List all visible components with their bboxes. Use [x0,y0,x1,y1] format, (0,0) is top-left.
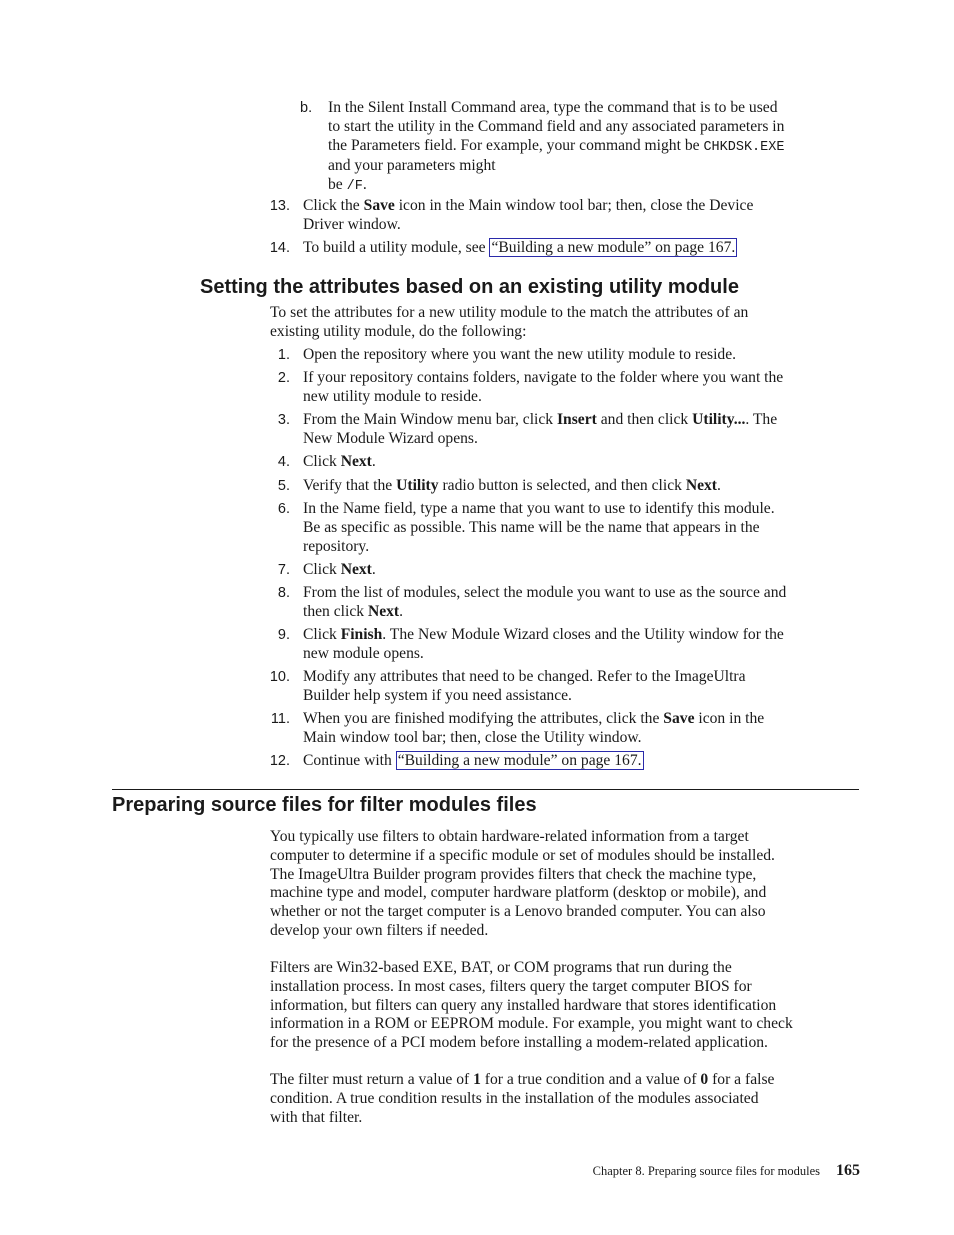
step-text: Open the repository where you want the new utility module to reside. [303,346,737,363]
heading-filters-text: Preparing source files for filter modules files [112,794,537,816]
paragraph-line: machine type and model, computer hardware platform (desktop or mobile), and [270,884,767,902]
section-divider [112,789,859,790]
step-13-line1: Click the Save icon in the Main window tool bar; then, close the Device [303,197,754,214]
paragraph-line: installation process. In most cases, filters query the target computer BIOS for [270,977,752,995]
heading-attributes-text: Setting the attributes based on an existing utility module [200,276,739,298]
step-text: Builder help system if you need assistance. [303,686,572,704]
paragraph-line: The ImageUltra Builder program provides filters that check the machine type, [270,865,757,883]
step-text: From the list of modules, select the module you want to use as the source and [303,584,787,601]
step-number: 5. [277,478,290,494]
page-footer [480,1162,860,1180]
step-number: 6. [277,501,290,517]
step-text: New Module Wizard opens. [303,429,478,447]
step-text: new module opens. [303,644,424,662]
step-13-line2: Driver window. [303,215,401,233]
footer-chapter: Chapter 8. Preparing source files for modules [592,1164,820,1178]
step-number: 9. [277,627,290,643]
step-b-line2: to start the utility in the Command field and any associated parameters in [328,117,785,135]
paragraph-line: for the presence of a PCI modem before installing a modem-related application. [270,1034,768,1052]
paragraph-line: computer to determine if a specific module or set of modules should be installed. [270,846,775,864]
step-number: 10. [269,669,290,685]
paragraph-line: Filters are Win32-based EXE, BAT, or COM programs that run during the [270,959,732,976]
section1-intro [270,304,860,342]
step-b-line3: the Parameters field. For example, your command might be CHKDSK.EXE [328,136,785,155]
step-number: 2. [277,370,290,386]
code-param: /F [346,179,363,195]
building-new-module-link[interactable]: “Building a new module” on page 167. [491,239,736,256]
step-text: then click Next. [303,602,404,620]
step-text: Be as specific as possible. This name will be the name that appears in the [303,518,760,536]
step-number: 12. [269,753,290,769]
step-text: When you are finished modifying the attributes, click the Save icon in the [303,710,765,727]
step-text: If your repository contains folders, navigate to the folder where you want the [303,369,784,386]
filters-paragraph-3 [270,1071,860,1127]
page-number: 165 [836,1162,860,1179]
step-b-line4: and your parameters might [328,157,496,175]
section-heading-filters [112,793,537,817]
building-new-module-link-2[interactable]: “Building a new module” on page 167. [397,752,642,769]
step-text: Click Finish. The New Module Wizard closes and the Utility window for the [303,626,784,643]
step-number: 1. [277,347,290,363]
paragraph-line: condition. A true condition results in the installation of the modules associated [270,1089,759,1107]
step-text: repository. [303,537,370,555]
step-13-number: 13. [269,198,290,214]
step-text: In the Name field, type a name that you want to use to identify this module. [303,500,775,517]
step-text: Main window tool bar; then, close the Utility window. [303,728,642,746]
paragraph-line: information, but filters can query any installed hardware that stores identification [270,996,777,1014]
paragraph-line: The filter must return a value of 1 for a true condition and a value of 0 for a false [270,1071,775,1088]
step-14-number: 14. [269,240,290,256]
filters-paragraph-2 [270,959,860,1053]
step-text: new utility module to reside. [303,387,482,405]
section-heading-attributes [200,275,739,299]
paragraph-line: information in a ROM or EEPROM module. For example, you might want to check [270,1015,793,1033]
step-text: From the Main Window menu bar, click Insert and then click Utility.... The [303,411,778,428]
step-b-label: b. [300,100,313,116]
step-number: 4. [277,454,290,470]
intro-line1: To set the attributes for a new utility module to the match the attributes of an [270,304,749,321]
code-chkdsk: CHKDSK.EXE [703,139,785,155]
paragraph-line: whether or not the target computer is a Lenovo branded computer. You can also [270,903,766,921]
paragraph-line: develop your own filters if needed. [270,921,489,939]
paragraph-line: with that filter. [270,1108,363,1126]
step-number: 11. [270,711,290,727]
step-number: 7. [277,562,290,578]
step-text: Modify any attributes that need to be changed. Refer to the ImageUltra [303,668,746,685]
paragraph-line: You typically use filters to obtain hardware-related information from a target [270,828,749,845]
step-number: 3. [277,412,290,428]
filters-paragraph-1 [270,828,860,941]
step-number: 8. [277,585,290,601]
step-b-line5: be /F. [328,176,367,195]
intro-line2: existing utility module, do the following: [270,322,527,340]
step-b-line1: In the Silent Install Command area, type the command that is to be used [328,99,778,116]
